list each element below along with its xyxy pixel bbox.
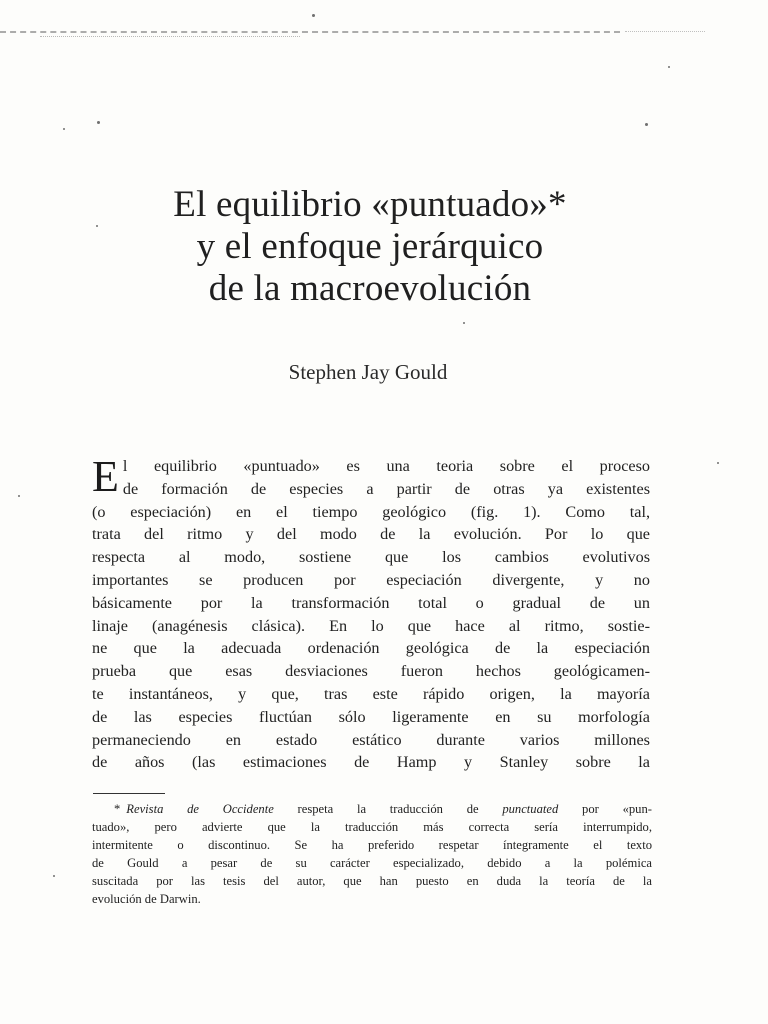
title-line: y el enfoque jerárquico [196,226,544,267]
scan-speck [645,123,648,126]
body-line: respecta al modo, sostiene que los cambios evolutivos [92,548,650,567]
footnote-line: de Gould a pesar de su carácter especializado, debido a la polémica [92,856,652,870]
footnote-term: punctuated [502,802,559,816]
body-line: de formación de especies a partir de otras ya existentes [122,479,650,498]
drop-cap: E [92,455,119,501]
footnote-line: evolución de Darwin. [92,892,201,906]
footnote-line [92,800,652,818]
body-line: te instantáneos, y que, tras este rápido origen, la mayoría [92,684,650,703]
footnote-line: suscitada por las tesis del autor, que han puesto en duda la teoría de la [92,874,652,888]
footnote-marker: * [114,802,121,816]
footnote [92,800,652,908]
footnote-text: respeta la traducción de [297,802,479,816]
body-line: permaneciendo en estado estático durante varios millones [92,730,650,749]
footnote-text: por «pun- [582,802,652,816]
article-body [92,455,650,774]
author-name: Stephen Jay Gould [288,360,448,384]
body-line: (o especiación) en el tiempo geológico (fig. 1). Como tal, [92,502,650,521]
body-line: de años (las estimaciones de Hamp y Stanley sobre la [92,753,650,772]
journal-name: Revista de Occidente [126,802,274,816]
scan-speck [18,495,20,497]
scan-speck [97,121,100,124]
scan-speck [63,128,65,130]
footnote-line: tuado», pero advierte que la traducción más correcta sería interrumpido, [92,820,652,834]
scan-speck [463,322,465,324]
scan-artifact-rule [625,31,705,32]
scan-speck [668,66,670,68]
body-line: ne que la adecuada ordenación geológica de la especiación [92,639,650,658]
article-title [0,184,740,310]
body-line: básicamente por la transformación total o gradual de un [92,593,650,612]
footnote-divider [93,793,165,794]
body-line: l equilibrio «puntuado» es una teoria sobre el proceso [122,457,650,475]
body-line: importantes se producen por especiación divergente, y no [92,570,650,589]
scan-artifact-rule [40,36,300,37]
body-line: de las especies fluctúan sólo ligeramente en su morfología [92,707,650,726]
opening-paragraph-start [92,455,650,501]
scan-speck [312,14,315,17]
scan-speck [53,875,55,877]
body-line: trata del ritmo y del modo de la evolución. Por lo que [92,525,650,544]
title-line: El equilibrio «puntuado»* [173,184,567,225]
body-line: linaje (anagénesis clásica). En lo que hace al ritmo, sostie- [92,616,650,635]
title-line: de la macroevolución [208,268,532,309]
scan-artifact-rule [0,31,620,33]
footnote-line: intermitente o discontinuo. Se ha preferido respetar íntegramente el texto [92,838,652,852]
scan-speck [717,462,719,464]
body-line: prueba que esas desviaciones fueron hechos geológicamen- [92,662,650,681]
